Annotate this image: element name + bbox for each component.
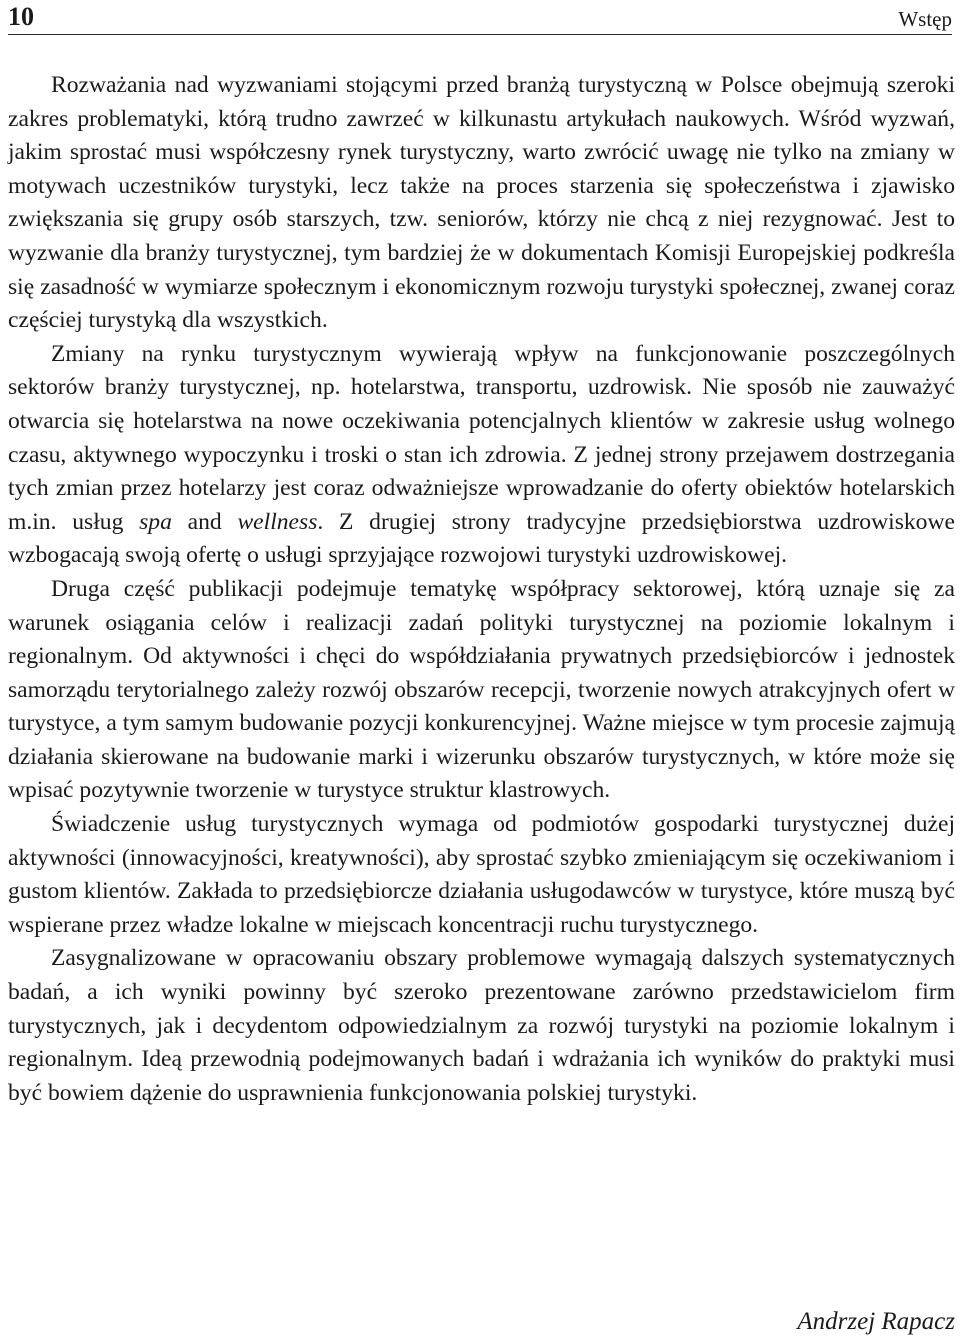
term-wellness: wellness <box>237 508 318 535</box>
paragraph-2-text-part-2: and <box>171 508 238 535</box>
paragraph-3-text: Druga część publikacji podejmuje tematykę współpracy sektorowej, którą uznaje się za warunek osiągania celów i realizacji zadań polityki turystycznej na poziomie lokalnym i regionalnym. Od aktywności i chęci do współdziałania prywatnych przedsiębiorców i jednostek samorządu terytorialnego zależy rozwój obszarów recepcji, tworzenie nowych atrakcyjnych ofert w turystyce, a tym samym budowanie pozycji konkurencyjnej. Ważne miejsce w tym procesie zajmują działania skierowane na budowanie marki i wizerunku obszarów turystycznych, w które może się wpisać pozytywnie tworzenie w turystyce struktur klastrowych. <box>8 575 955 804</box>
term-spa: spa <box>139 508 172 535</box>
author-signature: Andrzej Rapacz <box>797 1308 955 1335</box>
paragraph-5 <box>8 942 955 1110</box>
page-number: 10 <box>8 2 34 31</box>
paragraph-2-text-part-3: . Z drugiej strony tradycyjne przedsiębiorstwa uzdrowiskowe wzbogacają swoją ofertę o usługi sprzyjające rozwojowi turystyki uzdrowiskowej. <box>8 508 955 569</box>
paragraph-1 <box>8 69 955 338</box>
page-header <box>8 0 952 35</box>
paragraph-2-text-part-1: Zmiany na rynku turystycznym wywierają wpływ na funkcjonowanie poszczególnych sektorów branży turystycznej, np. hotelarstwa, transportu, uzdrowisk. Nie sposób nie zauważyć otwarcia się hotelarstwa na nowe oczekiwania potencjalnych klientów w zakresie usług wolnego czasu, aktywnego wypoczynku i troski o stan ich zdrowia. Z jednej strony przejawem dostrzegania tych zmian przez hotelarzy jest coraz odważniejsze wprowadzanie do oferty obiektów hotelarskich m.in. usług <box>8 340 955 535</box>
paragraph-1-text: Rozważania nad wyzwaniami stojącymi przed branżą turystyczną w Polsce obejmują szeroki zakres problematyki, którą trudno zawrzeć w kilkunastu artykułach naukowych. Wśród wyzwań, jakim sprostać musi współczesny rynek turystyczny, warto zwrócić uwagę nie tylko na zmiany w motywach uczestników turystyki, lecz także na proces starzenia się społeczeństwa i zjawisko zwiększania się grupy osób starszych, tzw. seniorów, którzy nie chcą z niej rezygnować. Jest to wyzwanie dla branży turystycznej, tym bardziej że w dokumentach Komisji Europejskiej podkreśla się zasadność w wymiarze społecznym i ekonomicznym rozwoju turystyki społecznej, zwanej coraz częściej turystyką dla wszystkich. <box>8 72 955 334</box>
paragraph-3 <box>8 573 955 808</box>
paragraph-5-text: Zasygnalizowane w opracowaniu obszary problemowe wymagają dalszych systematycznych badań, a ich wyniki powinny być szeroko prezentowane zarówno przedstawicielom firm turystycznych, jak i decydentom odpowiedzialnym za rozwój turystyki na poziomie lokalnym i regionalnym. Ideą przewodnią podejmowanych badań i wdrażania ich wyników do praktyki musi być bowiem dążenie do usprawnienia funkcjonowania polskiej turystyki. <box>8 945 955 1106</box>
paragraph-2 <box>8 338 955 573</box>
paragraph-4-text: Świadczenie usług turystycznych wymaga od podmiotów gospodarki turystycznej dużej aktywności (innowacyjności, kreatywności), aby sprostać szybko zmieniającym się oczekiwaniom i gustom klientów. Zakłada to przedsiębiorcze działania usługodawców w turystyce, które muszą być wspierane przez władze lokalne w miejscach koncentracji ruchu turystycznego. <box>8 811 955 938</box>
body-text <box>8 69 955 1110</box>
running-head: Wstęp <box>898 7 952 31</box>
paragraph-4 <box>8 808 955 942</box>
